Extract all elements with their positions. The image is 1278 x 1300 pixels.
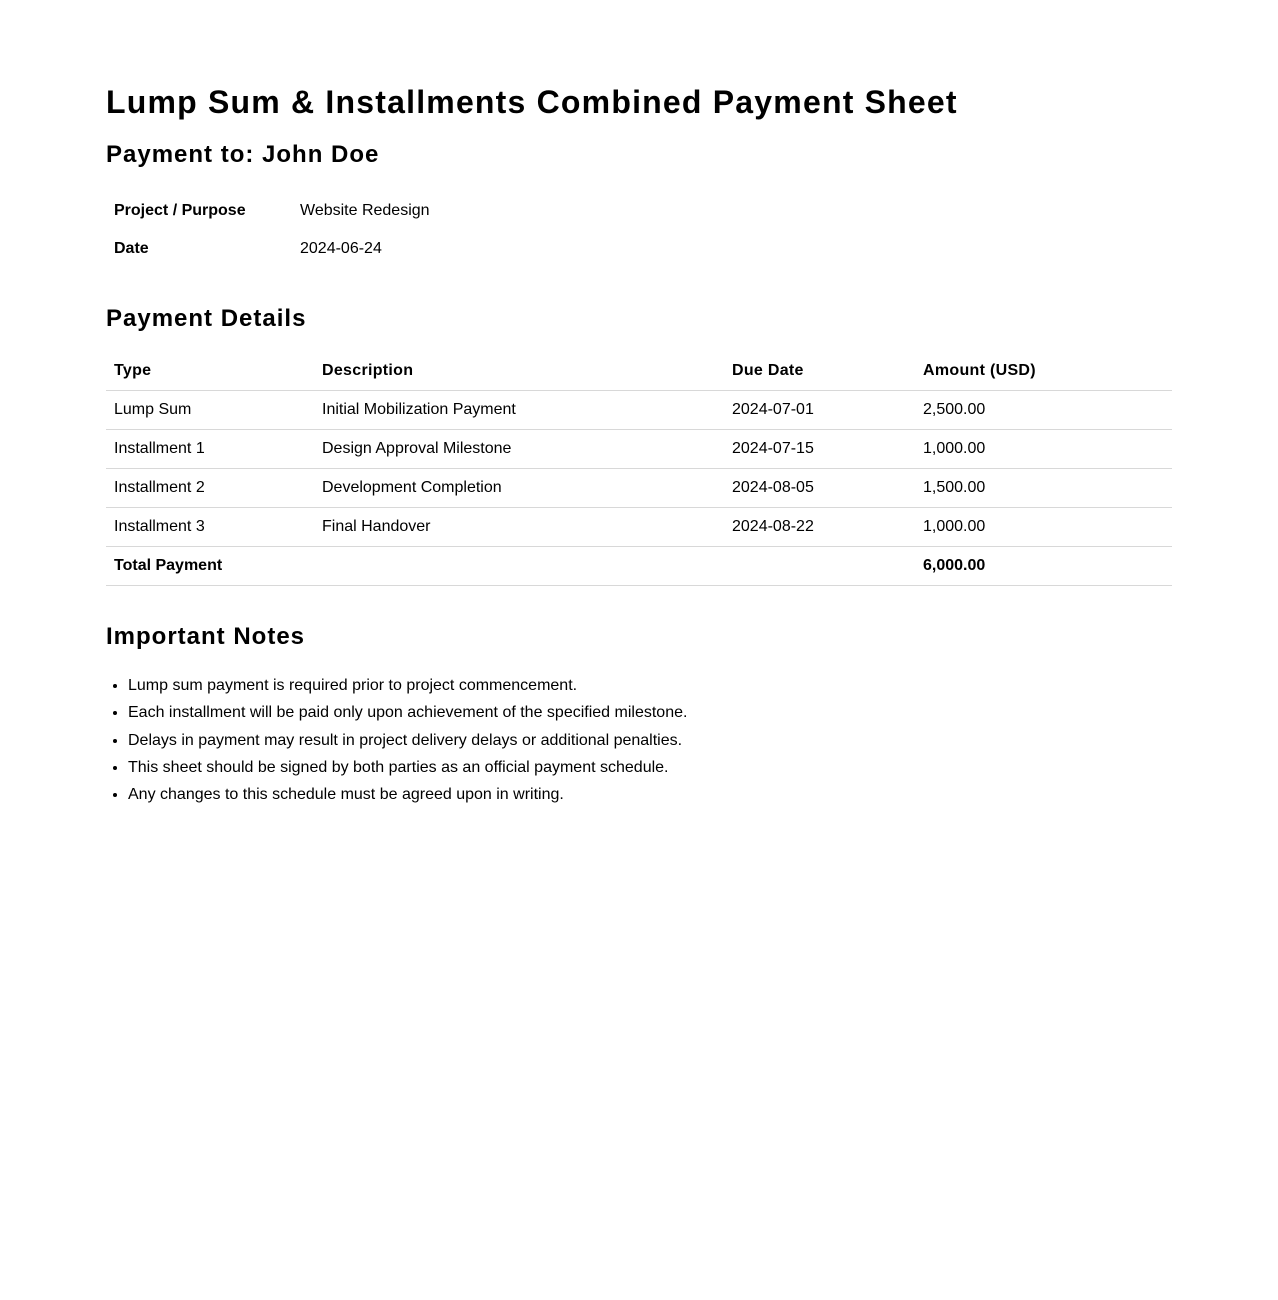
cell-due-date: 2024-08-05 [724, 469, 915, 508]
info-row-project [114, 192, 430, 230]
cell-description: Final Handover [314, 508, 724, 547]
list-item: • This sheet should be signed by both parties as an official payment schedule. [128, 754, 1172, 781]
column-header-due-date: Due Date [724, 352, 915, 391]
notes-list [106, 672, 1172, 808]
list-item: • Lump sum payment is required prior to project commencement. [128, 672, 1172, 699]
payment-details-heading: Payment Details [106, 305, 307, 332]
cell-description: Initial Mobilization Payment [314, 391, 724, 430]
cell-due-date: 2024-07-15 [724, 430, 915, 469]
cell-amount: 1,500.00 [915, 469, 1172, 508]
total-row [106, 547, 1172, 586]
important-notes-heading: Important Notes [106, 623, 306, 650]
cell-type: Installment 3 [106, 508, 314, 547]
table-row [106, 508, 1172, 547]
cell-type: Lump Sum [106, 391, 314, 430]
cell-description: Design Approval Milestone [314, 430, 724, 469]
cell-type: Installment 2 [106, 469, 314, 508]
payee-heading: Payment to: John Doe [106, 141, 380, 168]
table-header-row [106, 352, 1172, 391]
list-item: • Each installment will be paid only upon achievement of the specified milestone. [128, 699, 1172, 726]
table-row [106, 430, 1172, 469]
project-info-table [114, 192, 430, 268]
cell-description: Development Completion [314, 469, 724, 508]
info-label: Date [114, 240, 149, 257]
column-header-amount: Amount (USD) [915, 352, 1172, 391]
column-header-type: Type [106, 352, 314, 391]
page-title: Lump Sum & Installments Combined Payment Sheet [106, 84, 958, 120]
info-value: Website Redesign [300, 202, 430, 219]
column-header-description: Description [314, 352, 724, 391]
cell-amount: 2,500.00 [915, 391, 1172, 430]
table-row [106, 391, 1172, 430]
cell-amount: 1,000.00 [915, 508, 1172, 547]
cell-due-date: 2024-07-01 [724, 391, 915, 430]
total-label: Total Payment [106, 547, 915, 586]
total-amount: 6,000.00 [915, 547, 1172, 586]
cell-amount: 1,000.00 [915, 430, 1172, 469]
list-item: • Any changes to this schedule must be agreed upon in writing. [128, 781, 1172, 808]
payment-details-table [106, 352, 1172, 586]
list-item: • Delays in payment may result in project delivery delays or additional penalties. [128, 727, 1172, 754]
info-value: 2024-06-24 [300, 240, 382, 257]
cell-type: Installment 1 [106, 430, 314, 469]
info-row-date [114, 230, 430, 268]
table-row [106, 469, 1172, 508]
info-label: Project / Purpose [114, 202, 246, 219]
cell-due-date: 2024-08-22 [724, 508, 915, 547]
